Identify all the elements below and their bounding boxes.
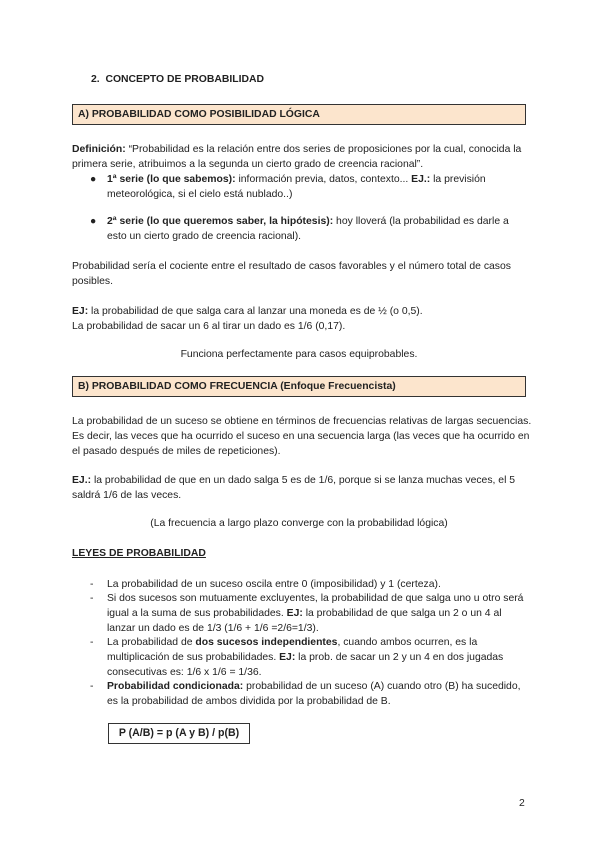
equiprobables-note: Funciona perfectamente para casos equiprobables. bbox=[180, 349, 418, 360]
ley-text: La probabilidad de bbox=[107, 637, 196, 648]
section-title: 2. CONCEPTO DE PROBABILIDAD bbox=[91, 74, 265, 85]
bullet-text: información previa, datos, contexto... bbox=[235, 174, 412, 185]
ley-item bbox=[107, 635, 527, 680]
ej-label: EJ: bbox=[279, 652, 296, 663]
ej-label: EJ: bbox=[72, 306, 89, 317]
ej-label: EJ: bbox=[286, 608, 303, 619]
bullet-text: hoy lloverá (la probabilidad es darle a esto un cierto grado de creencia racional). bbox=[107, 216, 509, 242]
ley-item bbox=[107, 577, 527, 592]
section-a-box: A) PROBABILIDAD COMO POSIBILIDAD LÓGICA bbox=[72, 104, 526, 125]
bullet-glyph: ● bbox=[90, 174, 97, 185]
converge-note: (La frecuencia a largo plazo converge con la probabilidad lógica) bbox=[150, 518, 448, 529]
bullet-glyph: ● bbox=[90, 216, 97, 227]
bullet-item bbox=[107, 172, 527, 202]
dash-glyph: - bbox=[90, 637, 94, 648]
ley-text: La probabilidad de un suceso oscila entre 0 (imposibilidad) y 1 (certeza). bbox=[107, 579, 441, 590]
page-number: 2 bbox=[519, 798, 525, 809]
ej-label: EJ.: bbox=[411, 174, 431, 185]
ley-text: Si dos sucesos son mutuamente excluyentes, la probabilidad de que salga uno u otro será igual a la suma de sus probabilidades. bbox=[107, 593, 524, 619]
conditional-probability-formula: P (A/B) = p (A y B) / p(B) bbox=[108, 723, 250, 744]
ej-label: EJ.: bbox=[72, 475, 92, 486]
ej-frecuencia bbox=[72, 473, 532, 503]
ej-text: la probabilidad de que en un dado salga 5 es de 1/6, porque si se lanza muchas veces, el 5 saldrá 1/6 de las veces. bbox=[72, 475, 516, 501]
ley-text: , cuando ambos ocurren, es la multiplicación de sus probabilidades. bbox=[107, 637, 478, 663]
ley-item bbox=[107, 591, 527, 636]
ej-text: la previsión meteorológica, si el cielo está nublado..) bbox=[107, 174, 486, 200]
ej-moneda bbox=[72, 304, 532, 319]
bullet-item bbox=[107, 214, 527, 244]
cociente-paragraph: Probabilidad sería el cociente entre el resultado de casos favorables y el número total de casos posibles. bbox=[72, 261, 511, 287]
definition-text: “Probabilidad es la relación entre dos series de proposiciones por la cual, conocida la primera serie, atribuimos a la segunda un cierto grado de creencia racional”. bbox=[72, 144, 522, 170]
section-b-box: B) PROBABILIDAD COMO FRECUENCIA (Enfoque Frecuencista) bbox=[72, 376, 526, 397]
definition-label: Definición: bbox=[72, 144, 126, 155]
definition-paragraph bbox=[72, 142, 528, 172]
bullet-label: 2ª serie (lo que queremos saber, la hipótesis): bbox=[107, 216, 334, 227]
bullet-label: 1ª serie (lo que sabemos): bbox=[107, 174, 236, 185]
ley-item bbox=[107, 679, 527, 709]
ley-bold: dos sucesos independientes bbox=[195, 637, 338, 648]
dash-glyph: - bbox=[90, 681, 94, 692]
dash-glyph: - bbox=[90, 593, 94, 604]
ej-dado: La probabilidad de sacar un 6 al tirar un dado es 1/6 (0,17). bbox=[72, 321, 346, 332]
ley-text: probabilidad de un suceso (A) cuando otro (B) ha sucedido, es la probabilidad de ambos dividida por la probabilidad de B. bbox=[107, 681, 521, 707]
leyes-heading: LEYES DE PROBABILIDAD bbox=[72, 548, 206, 559]
ej-text: la prob. de sacar un 2 y un 4 en dos jugadas consecutivas es: 1/6 x 1/6 = 1/36. bbox=[107, 652, 504, 678]
ej-text: la probabilidad de que salga cara al lanzar una moneda es de ½ (o 0,5). bbox=[88, 306, 423, 317]
ej-text: la probabilidad de que salga un 2 o un 4 al lanzar un dado es de 1/3 (1/6 + 1/6 =2/6=1/3). bbox=[107, 608, 502, 634]
ley-bold: Probabilidad condicionada: bbox=[107, 681, 244, 692]
frecuencia-paragraph: La probabilidad de un suceso se obtiene en términos de frecuencias relativas de largas secuencias. Es decir, las veces que ha ocurrido el suceso en una secuencia larga (las veces que ha ocurrido en el pasado después de miles de repeticiones). bbox=[72, 416, 532, 457]
dash-glyph: - bbox=[90, 579, 94, 590]
